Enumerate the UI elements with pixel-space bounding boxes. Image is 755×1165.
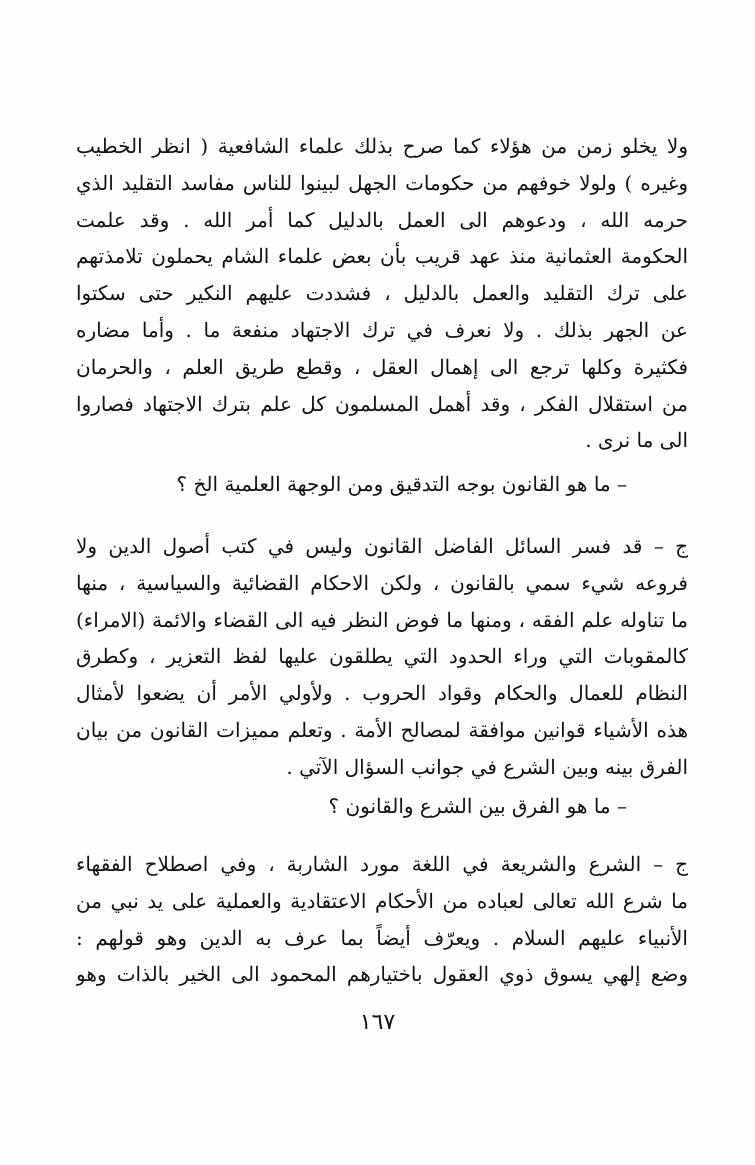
text-line: الى ما نرى . — [585, 428, 688, 453]
text-line: حرمه الله ، ودعوهم الى العمل بالدليل كما أمر الله . وقد علمت — [76, 207, 688, 232]
text-line: الأنبياء عليهم السلام . ويعرّف أيضاً بما عرف به الدين وهو قولهم : — [76, 925, 688, 950]
paragraph-1 — [76, 128, 688, 459]
text-line: وضع إلهي يسوق ذوي العقول باختيارهم المحمود الى الخير بالذات وهو — [76, 962, 688, 987]
text-line: وغيره ) ولولا خوفهم من حكومات الجهل لبينوا للناس مفاسد التقليد الذي — [76, 170, 688, 195]
text-line: ج – الشرع والشريعة في اللغة مورد الشاربة ، وفي اصطلاح الفقهاء — [76, 852, 688, 876]
text-line: ما تناوله علم الفقه ، ومنها ما فوض النظر فيه الى القضاء والائمة (الامراء) — [76, 607, 688, 632]
text-line: ولا يخلو زمن من هؤلاء كما صرح بذلك علماء الشافعية ( انظر الخطيب — [76, 134, 688, 158]
text-line: كالمقوبات التي وراء الحدود التي يطلقون عليها لفظ التعزير ، وكطرق — [76, 644, 688, 669]
text-line: عن الجهر بذلك . ولا نعرف في ترك الاجتهاد منفعة ما . وأما مضاره — [76, 317, 688, 342]
question-heading-2: – ما هو الفرق بين الشرع والقانون ؟ — [328, 794, 627, 818]
text-line: ج – قد فسر السائل الفاضل القانون وليس في كتب أصول الدين ولا — [76, 534, 688, 558]
text-line: هذه الأشياء قوانين موافقة لمصالح الأمة . وتعلم مميزات القانون من بيان — [76, 717, 688, 742]
text-line: ما شرع الله تعالى لعباده من الأحكام الاعتقادية والعملية على يد نبي من — [76, 888, 688, 913]
text-line: فكثيرة وكلها ترجع الى إهمال العقل ، وقطع طريق العلم ، والحرمان — [76, 354, 688, 379]
text-line: الفرق بينه وبين الشرع في جوانب السؤال الآتي . — [286, 754, 688, 779]
text-line: على ترك التقليد والعمل بالدليل ، فشددت عليهم النكير حتى سكتوا — [76, 281, 688, 306]
text-line: فروعه شيء سمي بالقانون ، ولكن الاحكام القضائية والسياسية ، منها — [76, 570, 688, 595]
page-number: ١٦٧ — [359, 1010, 396, 1035]
paragraph-3 — [76, 846, 688, 993]
text-line: من استقلال الفكر ، وقد أهمل المسلمون كل علم بترك الاجتهاد فصاروا — [76, 391, 688, 416]
text-line: النظام للعمال والحكام وقواد الحروب . ولأولي الأمر أن يضعوا لأمثال — [76, 681, 688, 706]
question-heading-1: – ما هو القانون بوجه التدقيق ومن الوجهة العلمية الخ ؟ — [176, 472, 627, 496]
text-line: الحكومة العثمانية منذ عهد قريب بأن بعض علماء الشام يحملون تلامذتهم — [76, 244, 688, 269]
paragraph-2 — [76, 528, 688, 786]
